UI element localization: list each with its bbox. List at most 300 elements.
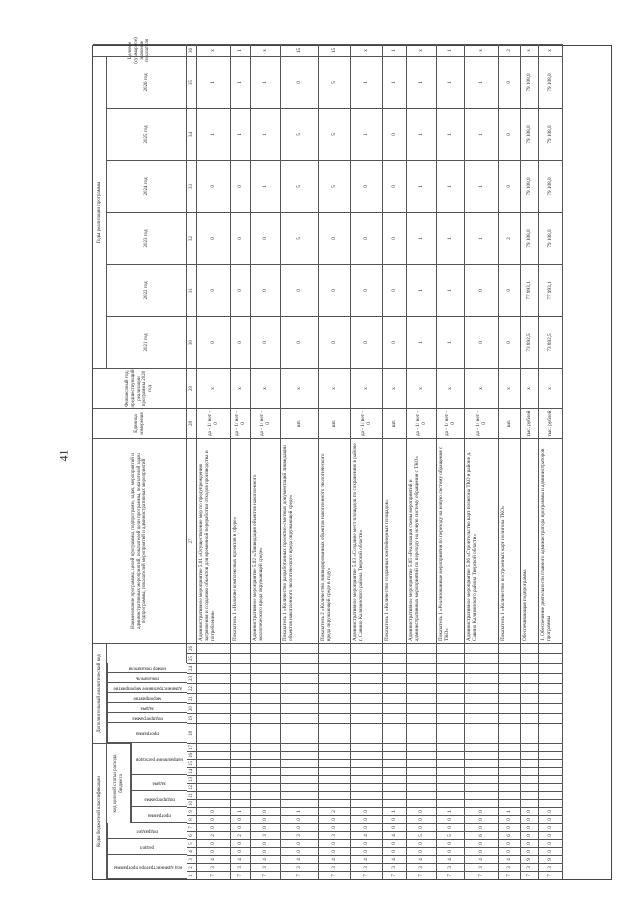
row-8-year-2024: 1 [437,160,465,212]
row-1-year-2023: 0 [231,212,251,264]
row-12-code-7: 0 [539,815,563,823]
col-number-17: 17 [187,743,197,751]
row-8-code-8: 1 [437,807,465,815]
row-10-code-25 [499,643,521,653]
header-vert-6 [107,663,187,673]
header-section-text: раздел [140,844,155,850]
row-12-code-17 [539,723,563,743]
row-0-code-10 [197,791,231,799]
row-12-code-8: 0 [539,807,563,815]
row-8-code-16 [437,743,465,751]
row-3-code-22 [281,673,319,683]
row-5-year-2023: 0 [351,212,383,264]
col-number-13: 13 [187,775,197,783]
row-6-code-13 [383,767,407,775]
row-1-code-24 [231,653,251,663]
row-6-year-2021: 0 [383,316,407,368]
row-2-year-2024: 1 [251,160,281,212]
row-1-code-4: 0 [231,839,251,847]
row-9-code-24 [465,653,499,663]
row-11-code-2: 9 [521,855,539,863]
row-0-code-0: 7 [197,871,231,879]
row-0-code-18 [197,713,231,723]
row-11-year-2025: 79 108,0 [521,108,539,160]
row-10-code-4: 0 [499,839,521,847]
row-5-code-13 [351,767,383,775]
row-0-code-23 [197,663,231,673]
row-2-code-22 [251,673,281,683]
row-10-year-2025: 0 [499,108,521,160]
row-11-unit: тыс. рублей [521,408,539,438]
row-9-code-23 [465,663,499,673]
row-10-code-10 [499,791,521,799]
row-2-code-7: 0 [251,815,281,823]
row-12-code-0: 7 [539,871,563,879]
row-6-code-4: 0 [383,839,407,847]
col-number-9: 9 [187,807,197,815]
header-admin-code-text: код администратора программы [113,864,182,870]
row-9-code-15 [465,751,499,759]
row-9-code-20 [465,693,499,703]
row-1-target: 1 [231,44,251,56]
row-7-code-25 [407,643,437,653]
row-11-code-19 [521,703,539,713]
header-year-2025: 2025 год [107,108,187,160]
row-5-code-11 [351,783,383,791]
row-8-target: 1 [437,44,465,56]
row-2-code-10 [251,791,281,799]
row-3-code-17 [281,723,319,743]
col-number-3: 3 [187,855,197,863]
row-9-unit: да - 1/ нет - 0 [465,408,499,438]
row-12-year-2025: 79 108,0 [539,108,563,160]
row-0-name: Административное мероприятие 5.01 «Осуществление мер по предупреждению загрязнения и созданию объектов для временной переработки отходов производства и потребления» [197,438,231,643]
row-2-code-25 [251,643,281,653]
row-8-code-4: 0 [437,839,465,847]
row-6-code-15 [383,751,407,759]
row-10-code-9 [499,799,521,807]
row-1-code-11 [231,783,251,791]
row-8-code-19 [437,703,465,713]
row-12-code-25 [539,643,563,653]
row-3-code-19 [281,703,319,713]
col-number-5: 5 [187,839,197,847]
header-vert-5 [107,673,187,683]
row-7-code-0: 7 [407,871,437,879]
row-9-year-2021: 0 [465,316,499,368]
row-1-name: Показатель 1 «Наличие комплексных проектов в сфере» [231,438,251,643]
row-10-code-13 [499,767,521,775]
row-2-code-17 [251,723,281,743]
row-3-year-2026: 0 [281,56,319,108]
row-9-year-2025: 1 [465,108,499,160]
row-10-code-15 [499,751,521,759]
row-7-year-2023: 1 [407,212,437,264]
row-3-name: Показатель 1 «Количество разработанных проектно-сметных документаций ликвидации объектов накопленного экологического вреда окружающей среде» [281,438,319,643]
row-10-code-1: 3 [499,863,521,871]
row-3-year-2023: 5 [281,212,319,264]
row-7-code-16 [407,743,437,751]
header-vert-1-text: подпрограмма [132,715,163,721]
row-7-code-6: 0 [407,823,437,831]
row-4-code-14 [319,759,351,767]
row-9-year-2024: 1 [465,160,499,212]
col-number-10: 10 [187,799,197,807]
row-8-code-6: 0 [437,823,465,831]
row-9-year-2022: 0 [465,264,499,316]
row-4-code-1: 3 [319,863,351,871]
row-1-year-2022: 0 [231,264,251,316]
row-5-code-16 [351,743,383,751]
row-4-name: Показатель 2 «Количество ликвидированных объектов накопленного экологического вреда окружающей среде в году» [319,438,351,643]
col-number-31: 31 [187,264,197,316]
row-4-code-15 [319,751,351,759]
row-3-code-24 [281,653,319,663]
row-3-code-9 [281,799,319,807]
row-2-code-14 [251,759,281,767]
row-3-code-16 [281,743,319,751]
row-1-code-19 [231,703,251,713]
row-12-code-18 [539,713,563,723]
row-12-name: 1. Обеспечение деятельности главного администратора программы и администраторов программы [539,438,563,643]
row-6-code-20 [383,693,407,703]
row-2-code-12 [251,775,281,783]
row-4-target: 15 [319,44,351,56]
header-vert-6-text: номер показателя [128,665,167,671]
col-number-35: 35 [187,56,197,108]
row-6-name: Показатель 1 «Количество созданных контейнерных площадок» [383,438,407,643]
row-9-fin-year: x [465,368,499,408]
row-1-code-20 [231,693,251,703]
row-11-code-3: 0 [521,847,539,855]
row-0-year-2025: 1 [197,108,231,160]
row-0-code-14 [197,759,231,767]
row-10-code-24 [499,653,521,663]
header-target: Целевое (суммарное) значение показателя [93,44,187,56]
row-8-code-22 [437,673,465,683]
row-11-code-5: 0 [521,831,539,839]
col-number-21: 21 [187,693,197,703]
row-6-code-21 [383,683,407,693]
row-12-code-23 [539,663,563,673]
row-1-code-5: 2 [231,831,251,839]
col-number-19: 19 [187,713,197,723]
header-vert-3-text: мероприятие [133,695,162,701]
row-7-fin-year: x [407,368,437,408]
row-4-code-23 [319,663,351,673]
header-year-2023: 2023 год [107,212,187,264]
row-6-code-7: 0 [383,815,407,823]
col-number-16: 16 [187,751,197,759]
row-4-code-21 [319,683,351,693]
row-11-code-16 [521,743,539,751]
col-number-22: 22 [187,683,197,693]
row-6-code-11 [383,783,407,791]
row-4-code-18 [319,713,351,723]
row-9-code-14 [465,759,499,767]
row-1-fin-year: x [231,368,251,408]
row-12-year-2022: 77 993,1 [539,264,563,316]
row-12-year-2021: 73 892,5 [539,316,563,368]
header-vert-1 [107,713,187,723]
header-direction-text: направление расходов [136,756,183,762]
row-1-code-17 [231,723,251,743]
row-2-code-24 [251,653,281,663]
row-5-code-8: 0 [351,807,383,815]
row-9-code-18 [465,713,499,723]
row-0-code-4: 0 [197,839,231,847]
row-4-code-16 [319,743,351,751]
row-10-code-14 [499,759,521,767]
row-9-code-21 [465,683,499,693]
row-7-code-21 [407,683,437,693]
header-vert-2-text: задача [140,705,155,711]
row-3-code-20 [281,693,319,703]
row-2-code-6: 0 [251,823,281,831]
row-7-name: Административное мероприятие 5.05 «Реализация схемы мероприятий и административных мероприятий по переходу на новую систему обращения с ТКО» [407,438,437,643]
row-3-code-23 [281,663,319,673]
row-5-code-0: 7 [351,871,383,879]
row-0-code-1: 3 [197,863,231,871]
row-10-code-16 [499,743,521,751]
row-7-code-15 [407,751,437,759]
header-admin-code [107,855,187,879]
row-10-code-20 [499,693,521,703]
row-4-code-12 [319,775,351,783]
col-number-1: 1 [187,871,197,879]
row-11-code-6: 0 [521,823,539,831]
row-10-name: Показатель 1 «Количество построенных карт полигона ТКО» [499,438,521,643]
row-6-code-5: 4 [383,831,407,839]
row-6-year-2024: 0 [383,160,407,212]
row-4-year-2026: 5 [319,56,351,108]
header-year-2026: 2026 год [107,56,187,108]
row-6-year-2026: 1 [383,56,407,108]
row-8-code-11 [437,783,465,791]
row-10-code-21 [499,683,521,693]
row-1-year-2021: 0 [231,316,251,368]
header-direction [131,743,187,775]
row-7-code-14 [407,759,437,767]
row-8-year-2021: 1 [437,316,465,368]
row-3-target: 15 [281,44,319,56]
row-6-year-2023: 0 [383,212,407,264]
row-1-code-2: 4 [231,855,251,863]
row-5-code-6: 0 [351,823,383,831]
row-0-unit: да - 1/ нет - 0 [197,408,231,438]
header-subsection-text: подраздел [136,828,159,834]
row-7-code-19 [407,703,437,713]
row-10-fin-year: x [499,368,521,408]
row-3-code-6: 0 [281,823,319,831]
row-10-code-7: 0 [499,815,521,823]
header-year-2022: 2022 год [107,264,187,316]
row-6-year-2025: 0 [383,108,407,160]
row-5-code-15 [351,751,383,759]
col-number-27: 27 [187,438,197,643]
row-11-code-25 [521,643,539,653]
row-2-code-11 [251,783,281,791]
col-number-4: 4 [187,847,197,855]
row-5-code-1: 3 [351,863,383,871]
row-3-code-10 [281,791,319,799]
row-9-code-9 [465,799,499,807]
row-9-code-13 [465,767,499,775]
row-6-code-2: 4 [383,855,407,863]
row-3-code-1: 3 [281,863,319,871]
row-8-code-5: 5 [437,831,465,839]
header-extra-code: Дополнительный аналитический код [93,643,107,743]
row-8-code-10 [437,791,465,799]
row-2-year-2021: 0 [251,316,281,368]
row-1-year-2025: 1 [231,108,251,160]
row-0-code-16 [197,743,231,751]
row-8-code-25 [437,643,465,653]
col-number-34: 34 [187,108,197,160]
row-0-code-13 [197,767,231,775]
row-5-code-21 [351,683,383,693]
row-10-code-5: 6 [499,831,521,839]
row-3-year-2021: 0 [281,316,319,368]
row-10-year-2026: 0 [499,56,521,108]
row-10-year-2023: 2 [499,212,521,264]
row-5-code-23 [351,663,383,673]
row-2-code-9 [251,799,281,807]
row-2-code-0: 7 [251,871,281,879]
row-8-code-7: 0 [437,815,465,823]
row-12-code-14 [539,759,563,767]
row-2-fin-year: x [251,368,281,408]
row-2-code-18 [251,713,281,723]
row-7-code-5: 5 [407,831,437,839]
row-4-year-2024: 5 [319,160,351,212]
row-4-code-3: 0 [319,847,351,855]
row-7-code-4: 0 [407,839,437,847]
row-0-code-17 [197,723,231,743]
row-2-code-23 [251,663,281,673]
row-7-code-1: 3 [407,863,437,871]
col-number-25: 25 [187,653,197,663]
row-12-code-1: 3 [539,863,563,871]
row-10-code-6: 0 [499,823,521,831]
row-0-year-2022: 0 [197,264,231,316]
row-11-code-21 [521,683,539,693]
row-2-code-5: 3 [251,831,281,839]
row-5-year-2026: 1 [351,56,383,108]
row-10-target: 2 [499,44,521,56]
row-5-year-2022: 0 [351,264,383,316]
row-11-code-4: 0 [521,839,539,847]
row-5-code-20 [351,693,383,703]
row-9-code-19 [465,703,499,713]
row-2-code-13 [251,767,281,775]
col-number-36: 36 [187,44,197,56]
row-3-code-15 [281,751,319,759]
row-12-code-24 [539,653,563,663]
header-vert-4 [107,683,187,693]
row-1-code-15 [231,751,251,759]
row-11-code-13 [521,767,539,775]
row-2-code-8: 0 [251,807,281,815]
row-8-unit: да - 1/ нет - 0 [437,408,465,438]
row-5-code-18 [351,713,383,723]
row-5-code-5: 4 [351,831,383,839]
row-7-code-8: 0 [407,807,437,815]
row-10-code-22 [499,673,521,683]
col-number-12: 12 [187,783,197,791]
row-6-target: 1 [383,44,407,56]
col-number-28: 28 [187,408,197,438]
row-2-code-16 [251,743,281,751]
row-10-code-3: 0 [499,847,521,855]
row-7-code-3: 0 [407,847,437,855]
row-4-fin-year: x [319,368,351,408]
row-5-code-7: 0 [351,815,383,823]
header-program-text: программа [148,812,171,818]
rotated-page-viewport [92,37,612,880]
row-7-code-20 [407,693,437,703]
row-0-code-5: 2 [197,831,231,839]
row-4-code-25 [319,643,351,653]
row-5-unit: да - 1/ нет - 0 [351,408,383,438]
row-8-code-20 [437,693,465,703]
row-1-code-0: 7 [231,871,251,879]
row-9-name: Административное мероприятие 5.06 «Строительство карт полигона ТКО в районе д. Савино Калязинского района Тверской области» [465,438,499,643]
row-3-fin-year: x [281,368,319,408]
header-section [107,839,187,855]
row-6-code-1: 3 [383,863,407,871]
row-9-code-11 [465,783,499,791]
header-subprogram-text: подпрограмма [144,796,175,802]
row-5-year-2025: 1 [351,108,383,160]
row-2-year-2026: 1 [251,56,281,108]
row-6-code-17 [383,723,407,743]
row-4-code-20 [319,693,351,703]
row-1-code-9 [231,799,251,807]
row-2-year-2022: 0 [251,264,281,316]
header-vert-3 [107,693,187,703]
row-3-code-11 [281,783,319,791]
header-vert-0 [107,723,187,743]
row-11-code-9 [521,799,539,807]
row-3-code-3: 0 [281,847,319,855]
row-11-code-24 [521,653,539,663]
header-subsection [107,823,187,839]
row-6-code-8: 1 [383,807,407,815]
row-4-code-11 [319,783,351,791]
row-3-code-5: 3 [281,831,319,839]
row-4-code-8: 2 [319,807,351,815]
row-7-code-23 [407,663,437,673]
row-10-year-2021: 0 [499,316,521,368]
row-0-code-9 [197,799,231,807]
row-10-code-19 [499,703,521,713]
row-8-code-18 [437,713,465,723]
row-8-code-2: 4 [437,855,465,863]
row-8-code-14 [437,759,465,767]
row-5-year-2021: 0 [351,316,383,368]
row-12-code-9 [539,799,563,807]
row-5-code-24 [351,653,383,663]
row-0-code-7: 0 [197,815,231,823]
row-8-code-13 [437,767,465,775]
header-vert-2 [107,703,187,713]
row-12-code-10 [539,791,563,799]
row-6-code-22 [383,673,407,683]
row-1-code-22 [231,673,251,683]
row-10-code-0: 7 [499,871,521,879]
row-4-code-13 [319,767,351,775]
